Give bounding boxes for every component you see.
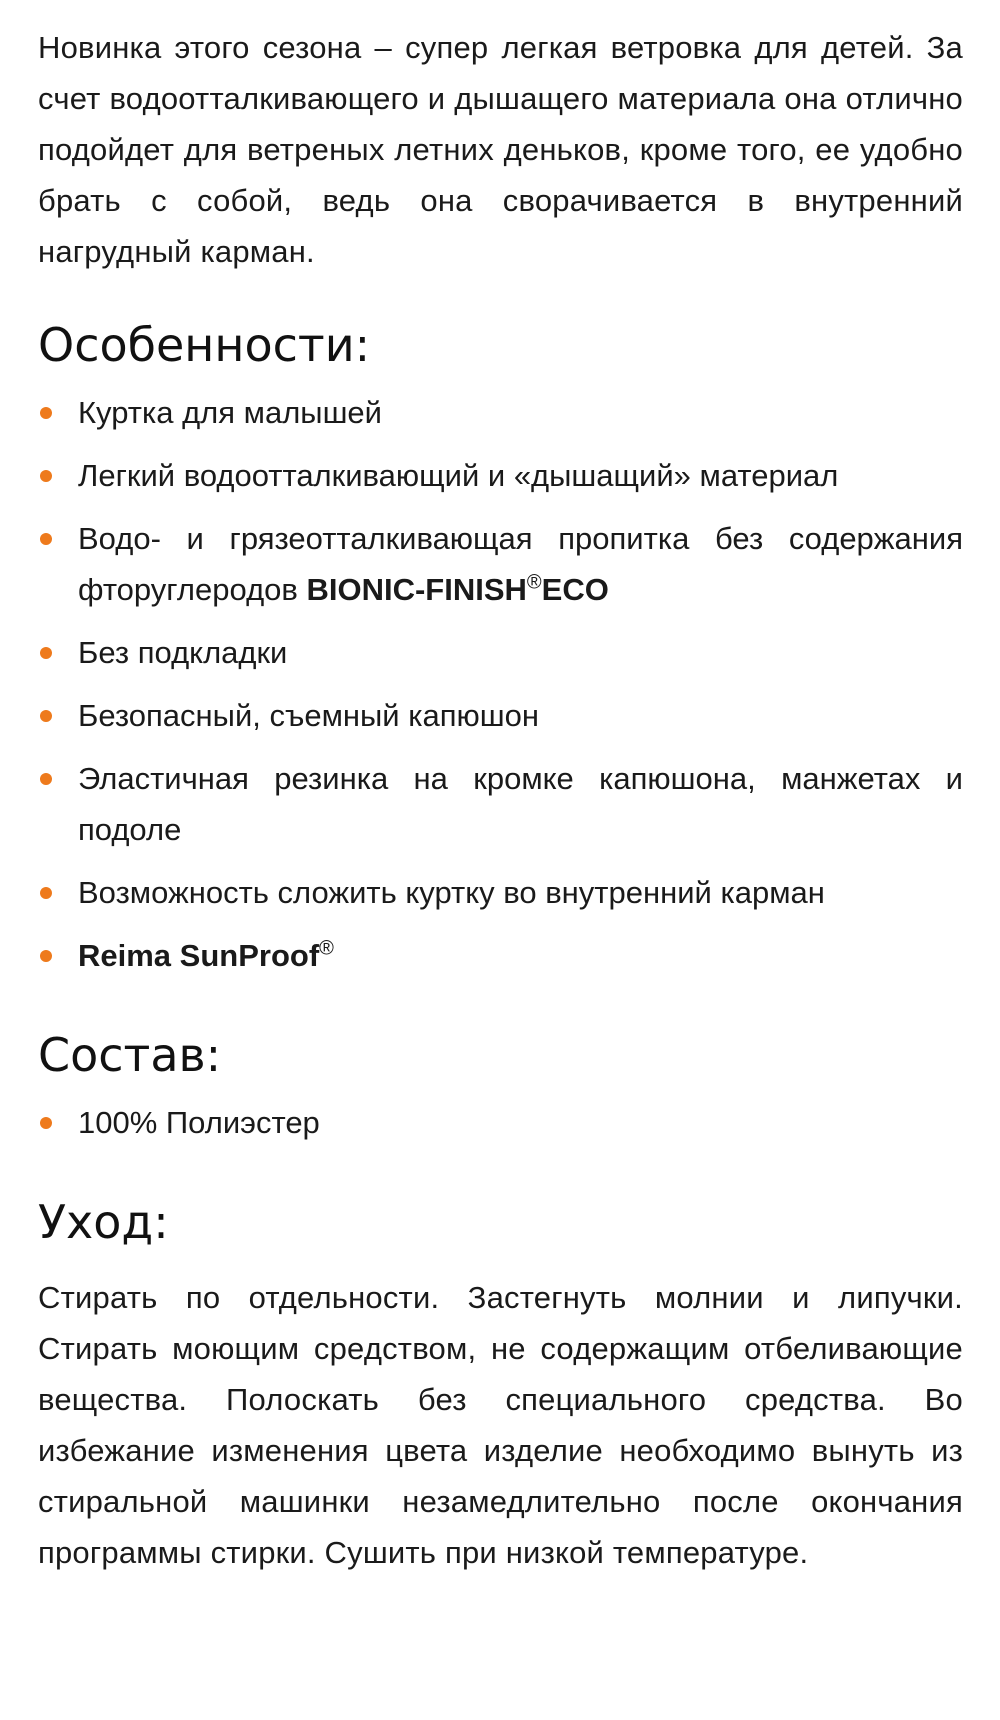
list-item: Эластичная резинка на кромке капюшона, манжетах и подоле (38, 753, 963, 855)
brand-suffix: ECO (541, 572, 609, 607)
intro-paragraph: Новинка этого сезона – супер легкая ветровка для детей. За счет водоотталкивающего и дышащего материала она отлично подойдет для ветреных летних деньков, кроме того, ее удобно брать с собой, ведь она сворачивается в внутренний нагрудный карман. (38, 30, 963, 269)
list-item: Водо- и грязеотталкивающая пропитка без содержания фторуглеродов BIONIC-FINISH®ECO (38, 513, 963, 615)
bullet-dot-icon (40, 647, 52, 659)
features-list (38, 387, 963, 981)
bullet-dot-icon (40, 470, 52, 482)
bullet-dot-icon (40, 950, 52, 962)
bullet-dot-icon (40, 407, 52, 419)
care-paragraph: Стирать по отдельности. Застегнуть молнии и липучки. Стирать моющим средством, не содержащим отбеливающие вещества. Полоскать без специального средства. Во избежание изменения цвета изделие необходимо вынуть из стиральной машинки незамедлительно после окончания программы стирки. Сушить при низкой температуре. (38, 1280, 963, 1570)
bullet-dot-icon (40, 533, 52, 545)
composition-list (38, 1097, 963, 1148)
list-item: Легкий водоотталкивающий и «дышащий» материал (38, 450, 963, 501)
bullet-dot-icon (40, 710, 52, 722)
registered-mark: ® (526, 571, 542, 594)
bullet-dot-icon (40, 773, 52, 785)
bullet-dot-icon (40, 1117, 52, 1129)
list-item: Без подкладки (38, 627, 963, 678)
brand-name: Reima SunProof (78, 938, 320, 973)
composition-heading: Состав: (38, 1028, 222, 1082)
list-item: Куртка для малышей (38, 387, 963, 438)
care-heading: Уход: (38, 1195, 169, 1249)
list-item: Возможность сложить куртку во внутренний карман (38, 867, 963, 918)
list-item: Безопасный, съемный капюшон (38, 690, 963, 741)
list-item (38, 930, 963, 981)
product-description (38, 22, 963, 1578)
features-heading: Особенности: (38, 318, 371, 372)
brand-name: BIONIC-FINISH (306, 572, 527, 607)
registered-mark: ® (319, 937, 334, 960)
bullet-dot-icon (40, 887, 52, 899)
list-item: 100% Полиэстер (38, 1097, 963, 1148)
